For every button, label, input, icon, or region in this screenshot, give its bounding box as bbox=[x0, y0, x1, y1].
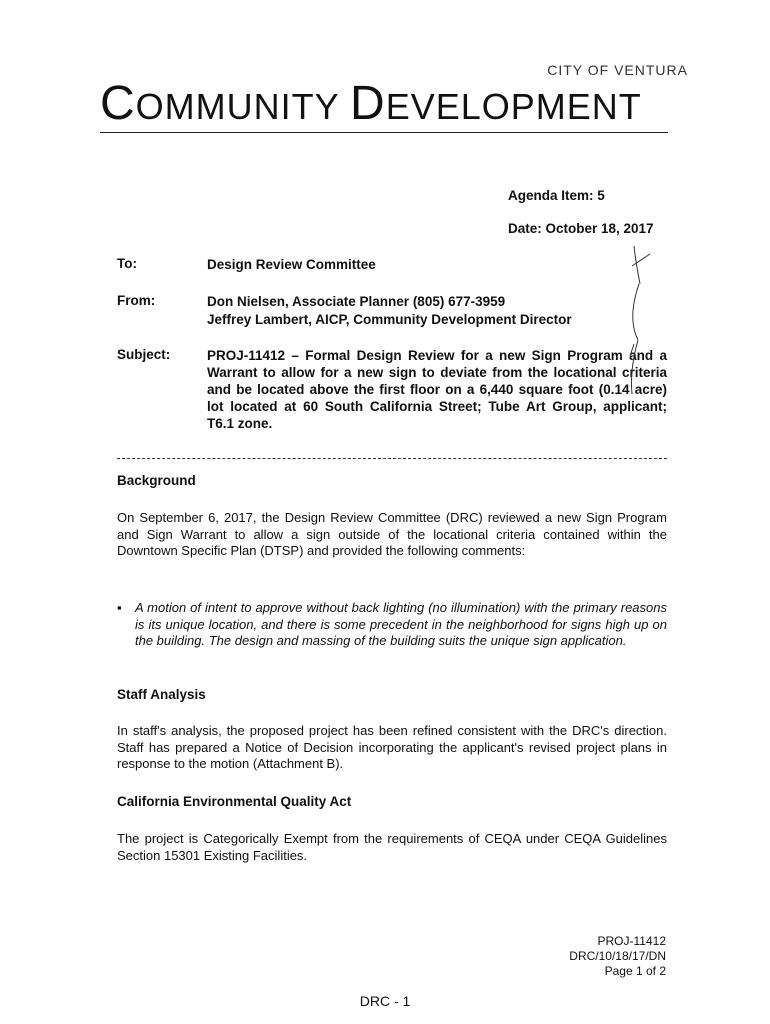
subject-value: PROJ-11412 – Formal Design Review for a new Sign Program and a Warrant to allow for a new sign to deviate from the locational criteria and be located above the first floor on a 6,440 square foot (0.14 acre) lot located at 60 South California Street; Tube Art Group, applicant; T6.1 zone. bbox=[207, 348, 667, 431]
document-reference bbox=[569, 934, 666, 979]
header-divider bbox=[117, 458, 667, 459]
staff-analysis-paragraph: In staff's analysis, the proposed project has been refined consistent with the DRC's direction. Staff has prepared a Notice of Decision incorporating the applicant's revised project plans in response to the motion (Attachment B). bbox=[117, 723, 667, 771]
agenda-item: Agenda Item: 5 bbox=[508, 188, 605, 203]
city-name: CITY OF VENTURA bbox=[547, 62, 688, 78]
title-initial-d: D bbox=[350, 77, 386, 130]
bullet-icon: ▪ bbox=[117, 600, 122, 615]
reference-code: DRC/10/18/17/DN bbox=[569, 949, 666, 963]
subject-label: Subject: bbox=[117, 347, 171, 362]
from-label: From: bbox=[117, 293, 156, 308]
to-value: Design Review Committee bbox=[207, 257, 376, 272]
title-word-development: EVELOPMENT bbox=[385, 86, 642, 127]
ceqa-paragraph: The project is Categorically Exempt from the requirements of CEQA under CEQA Guidelines Section 15301 Existing Facilities. bbox=[117, 831, 667, 863]
page-number: DRC - 1 bbox=[359, 993, 411, 1009]
signature-mark bbox=[612, 244, 652, 444]
department-title bbox=[100, 77, 670, 130]
masthead-rule bbox=[100, 132, 668, 133]
comment-list-item bbox=[117, 600, 667, 670]
reference-page: Page 1 of 2 bbox=[604, 964, 666, 978]
comment-text: A motion of intent to approve without back lighting (no illumination) with the primary reasons is its unique location, and there is some precedent in the neighborhood for signs high up on the building. The design and massing of the building suits the unique sign application. bbox=[135, 600, 667, 648]
reference-project: PROJ-11412 bbox=[597, 934, 666, 948]
from-line-2: Jeffrey Lambert, AICP, Community Development Director bbox=[207, 312, 572, 327]
to-label: To: bbox=[117, 256, 137, 271]
title-initial-c: C bbox=[100, 77, 136, 130]
from-line-1: Don Nielsen, Associate Planner (805) 677-3959 bbox=[207, 294, 506, 309]
memo-date: Date: October 18, 2017 bbox=[508, 221, 654, 236]
background-heading: Background bbox=[117, 473, 196, 488]
staff-analysis-heading: Staff Analysis bbox=[117, 687, 206, 702]
ceqa-heading: California Environmental Quality Act bbox=[117, 794, 352, 809]
title-word-community: OMMUNITY bbox=[135, 86, 351, 127]
background-paragraph: On September 6, 2017, the Design Review Committee (DRC) reviewed a new Sign Program and Sign Warrant to allow a sign outside of the locational criteria contained within the Downtown Specific Plan (DTSP) and provided the following comments: bbox=[117, 510, 667, 558]
